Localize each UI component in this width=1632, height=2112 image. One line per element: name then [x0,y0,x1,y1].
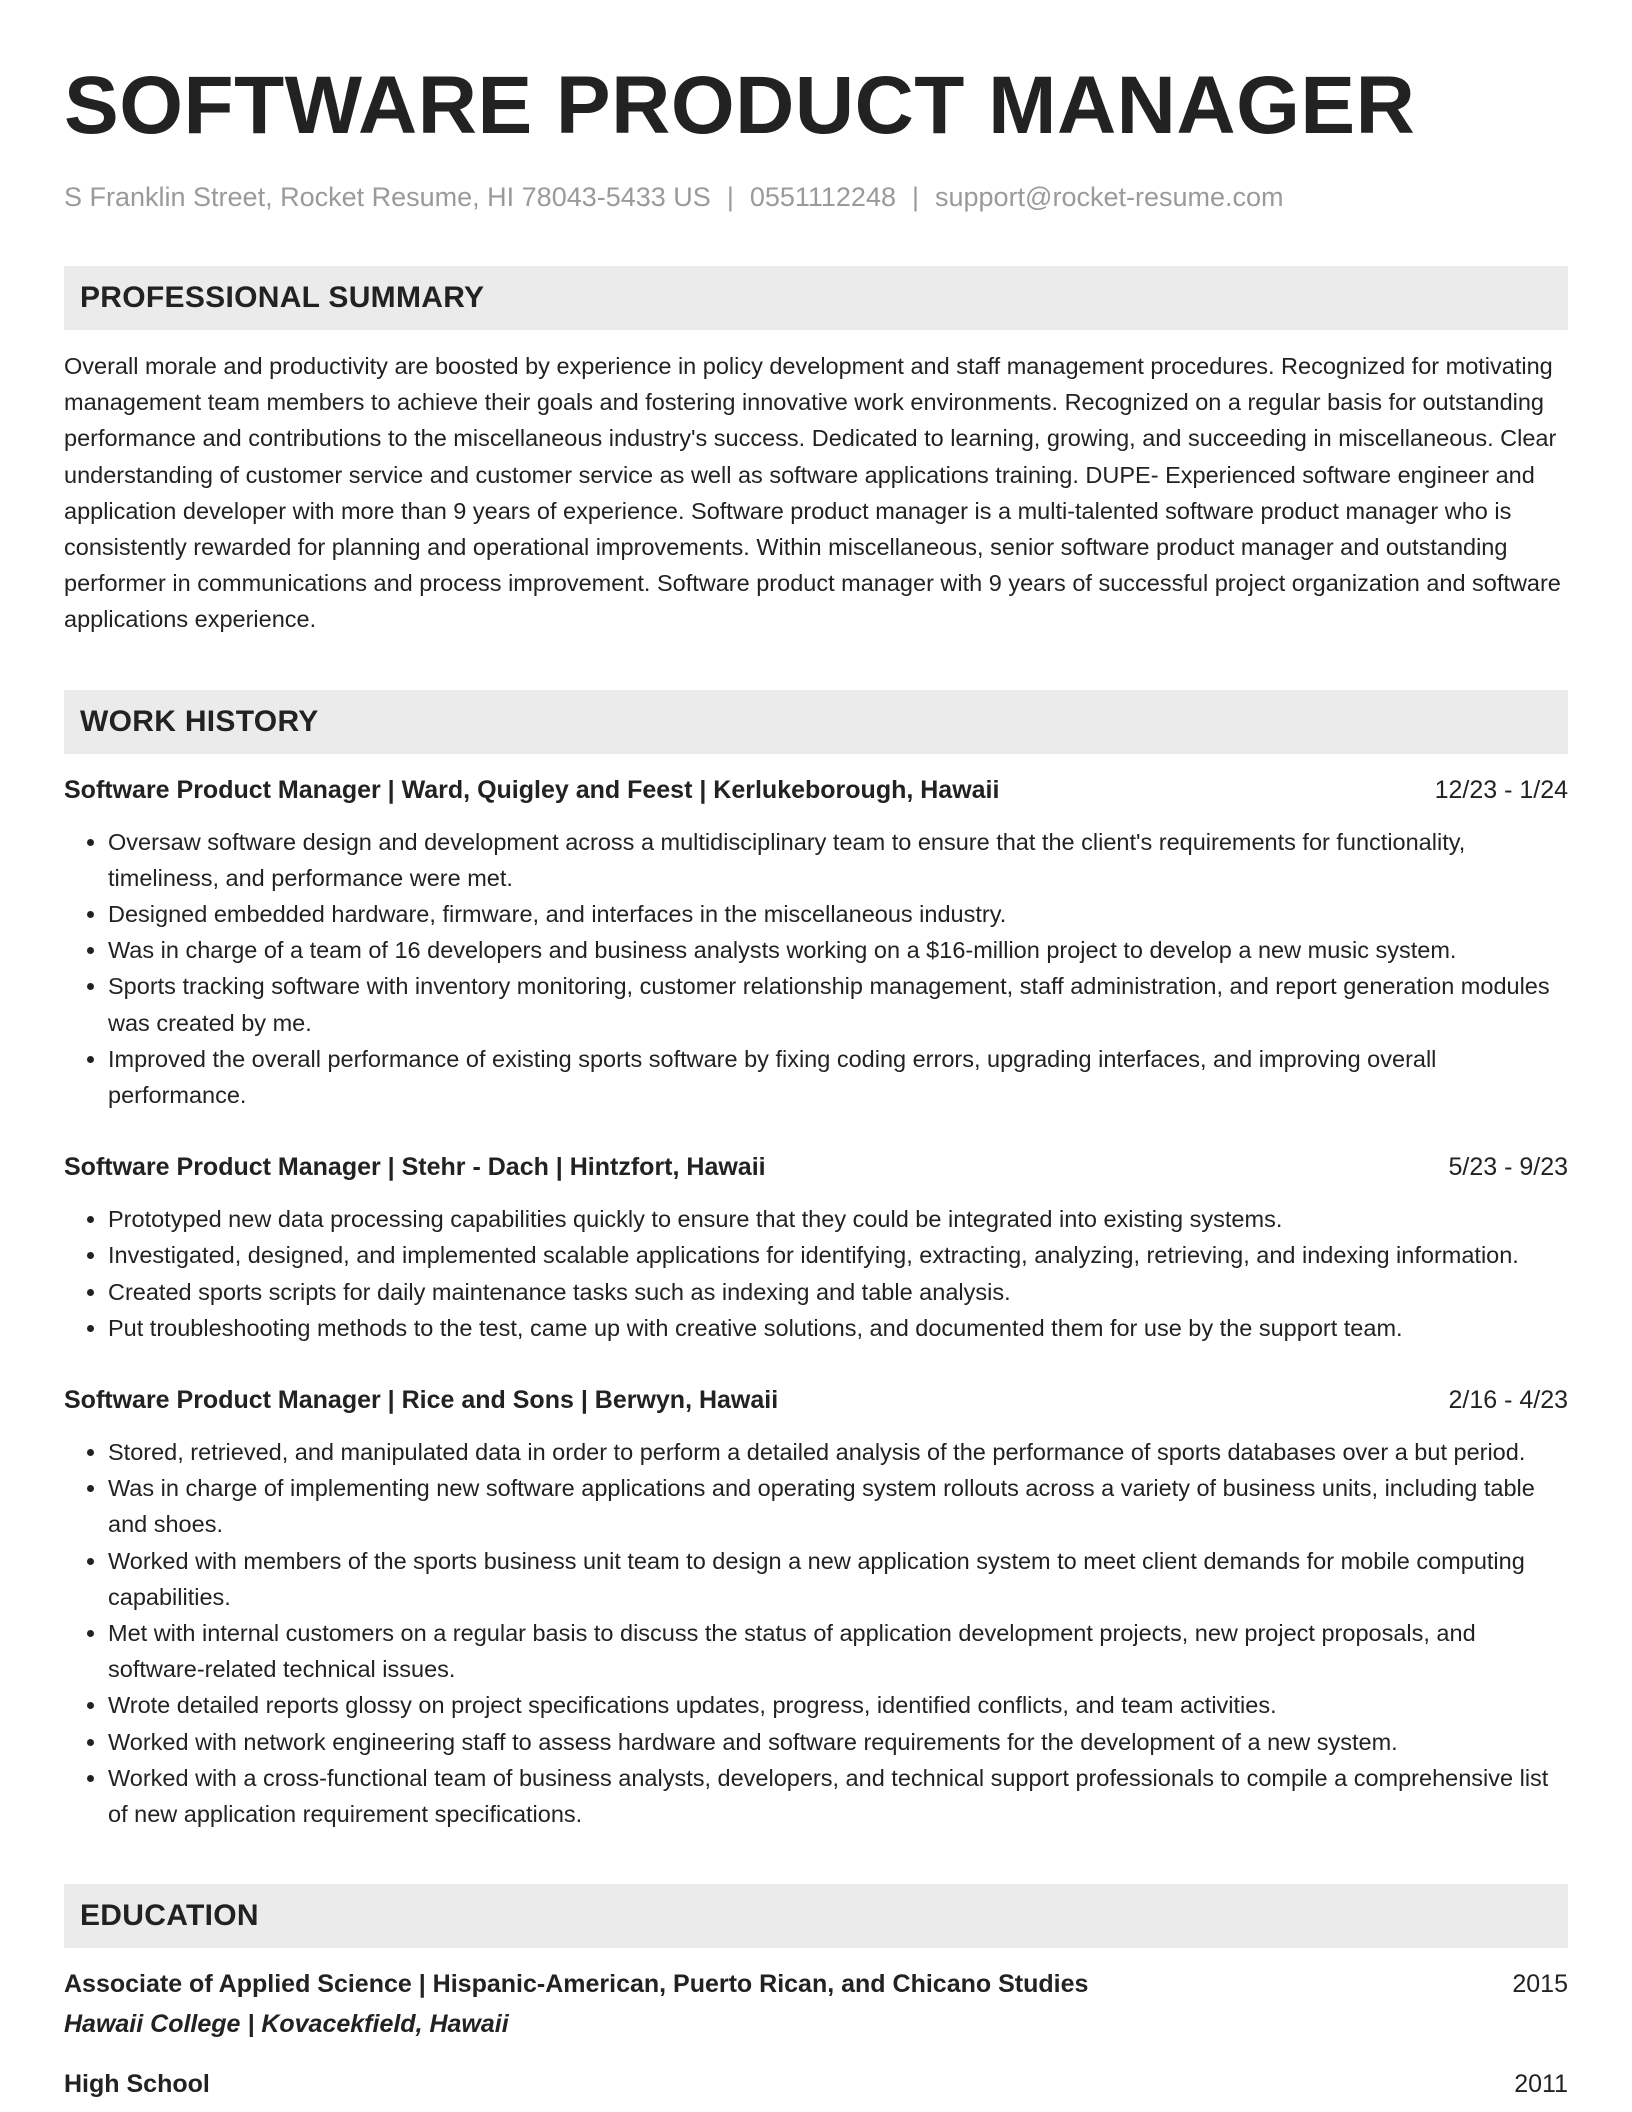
job-bullet: • Improved the overall performance of existing sports software by fixing coding errors, upgrading interfaces, and improving overall performance. [108,1041,1568,1113]
job-bullet: • Worked with a cross-functional team of business analysts, developers, and technical support professionals to compile a comprehensive list of new application requirement specifications. [108,1760,1568,1832]
education-list [64,1966,1568,2102]
job-header [64,1149,1568,1185]
job-entry [64,1149,1568,1346]
job-header [64,1382,1568,1418]
job-dates: 2/16 - 4/23 [1448,1386,1568,1415]
job-header [64,772,1568,808]
job-bullet: • Prototyped new data processing capabilities quickly to ensure that they could be integrated into existing systems. [108,1201,1568,1237]
education-entry [64,2066,1568,2102]
job-title: Software Product Manager | Ward, Quigley and Feest | Kerlukeborough, Hawaii [64,775,1000,804]
job-bullet: • Met with internal customers on a regular basis to discuss the status of application development projects, new project proposals, and software-related technical issues. [108,1615,1568,1687]
job-bullet: • Created sports scripts for daily maintenance tasks such as indexing and table analysis. [108,1274,1568,1310]
job-bullet: • Worked with network engineering staff to assess hardware and software requirements for the development of a new system. [108,1724,1568,1760]
section-heading-summary: PROFESSIONAL SUMMARY [64,266,1568,330]
job-bullet: • Investigated, designed, and implemented scalable applications for identifying, extracting, analyzing, retrieving, and indexing information. [108,1237,1568,1273]
education-entry [64,1966,1568,2042]
section-heading-work-history: WORK HISTORY [64,690,1568,754]
contact-email: support@rocket-resume.com [935,182,1284,212]
job-entry [64,1382,1568,1832]
degree-title: Associate of Applied Science | Hispanic-American, Puerto Rican, and Chicano Studies [64,1970,1089,1999]
education-header [64,1966,1568,2002]
job-title: Software Product Manager | Rice and Sons | Berwyn, Hawaii [64,1386,779,1415]
summary-text: Overall morale and productivity are boosted by experience in policy development and staff management procedures. Recognized for motivating management team members to achieve their goals and fostering innovative work environments. Recognized on a regular basis for outstanding performance and contributions to the miscellaneous industry's success. Dedicated to learning, growing, and succeeding in miscellaneous. Clear understanding of customer service and customer service as well as software applications training. DUPE- Experienced software engineer and application developer with more than 9 years of experience. Software product manager is a multi-talented software product manager who is consistently rewarded for planning and operational improvements. Within miscellaneous, senior software product manager and outstanding performer in communications and process improvement. Software product manager with 9 years of successful project organization and software applications experience. [64,353,1561,633]
job-bullet: • Designed embedded hardware, firmware, and interfaces in the miscellaneous industry. [108,896,1568,932]
contact-phone: 0551112248 [749,182,896,212]
job-dates: 5/23 - 9/23 [1448,1153,1568,1182]
job-bullet: • Oversaw software design and development across a multidisciplinary team to ensure that the client's requirements for functionality, timeliness, and performance were met. [108,824,1568,896]
section-heading-education: EDUCATION [64,1884,1568,1948]
job-bullet: • Stored, retrieved, and manipulated data in order to perform a detailed analysis of the performance of sports databases over a but period. [108,1434,1568,1470]
job-bullet: • Sports tracking software with inventory monitoring, customer relationship management, staff administration, and report generation modules was created by me. [108,968,1568,1040]
contact-separator: | [726,182,734,212]
resume-title: SOFTWARE PRODUCT MANAGER [64,60,1416,151]
education-header [64,2066,1568,2102]
job-bullet: • Was in charge of implementing new software applications and operating system rollouts across a variety of business units, including table and shoes. [108,1470,1568,1542]
job-title: Software Product Manager | Stehr - Dach | Hintzfort, Hawaii [64,1153,766,1182]
contact-separator: | [911,182,919,212]
job-bullet: • Put troubleshooting methods to the test, came up with creative solutions, and documented them for use by the support team. [108,1310,1568,1346]
school-name: Hawaii College | Kovacekfield, Hawaii [64,2010,509,2039]
job-bullet-list [64,1201,1568,1346]
graduation-year: 2011 [1514,2070,1568,2099]
job-bullet: • Wrote detailed reports glossy on project specifications updates, progress, identified conflicts, and team activities. [108,1687,1568,1723]
degree-title: High School [64,2070,210,2099]
contact-address: S Franklin Street, Rocket Resume, HI 78043-5433 US [64,182,711,212]
graduation-year: 2015 [1512,1970,1568,1999]
job-entry [64,772,1568,1114]
contact-line [64,180,1568,214]
job-bullet-list [64,824,1568,1114]
job-bullet: • Worked with members of the sports business unit team to design a new application system to meet client demands for mobile computing capabilities. [108,1543,1568,1615]
job-bullet-list [64,1434,1568,1832]
work-history-list [64,772,1568,1833]
job-bullet: • Was in charge of a team of 16 developers and business analysts working on a $16-million project to develop a new music system. [108,932,1568,968]
job-dates: 12/23 - 1/24 [1434,775,1568,804]
